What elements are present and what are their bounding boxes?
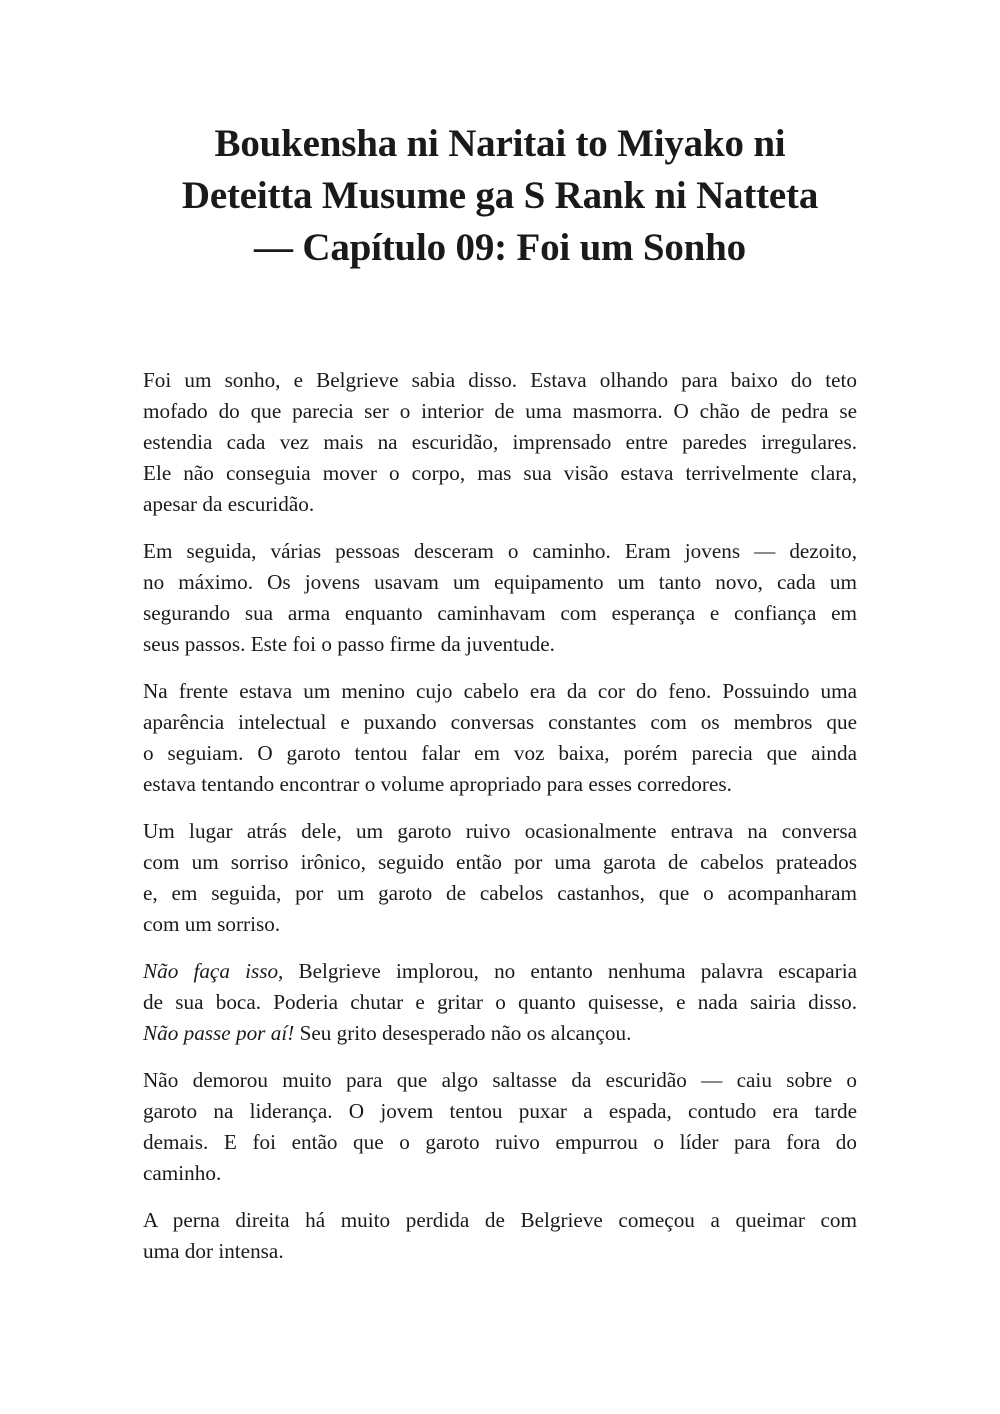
text-line: caminho.	[143, 1161, 222, 1185]
paragraph	[143, 536, 857, 660]
chapter-title	[120, 118, 880, 274]
text-line: o seguiam. O garoto tentou falar em voz baixa, porém parecia que ainda	[143, 741, 857, 765]
italic-thought: Não faça isso	[143, 959, 279, 983]
title-line: Deteitta Musume ga S Rank ni Natteta	[181, 174, 819, 217]
text-line: Em seguida, várias pessoas desceram o caminho. Eram jovens — dezoito,	[143, 539, 857, 563]
paragraph	[143, 1205, 857, 1267]
paragraph	[143, 1065, 857, 1189]
paragraph	[143, 676, 857, 800]
text-line: Na frente estava um menino cujo cabelo era da cor do feno. Possuindo uma	[143, 679, 857, 703]
text-line: demais. E foi então que o garoto ruivo empurrou o líder para fora do	[143, 1130, 857, 1154]
text-line: apesar da escuridão.	[143, 492, 315, 516]
title-line: Boukensha ni Naritai to Miyako ni	[214, 122, 786, 165]
text-line: com um sorriso.	[143, 912, 281, 936]
text-line: uma dor intensa.	[143, 1239, 284, 1263]
text-line: estendia cada vez mais na escuridão, imprensado entre paredes irregulares.	[143, 430, 857, 454]
chapter-body	[143, 365, 857, 1283]
text-line: seus passos. Este foi o passo firme da juventude.	[143, 632, 555, 656]
title-line: — Capítulo 09: Foi um Sonho	[254, 226, 746, 269]
text-line: mofado do que parecia ser o interior de uma masmorra. O chão de pedra se	[143, 399, 857, 423]
text-run: , Belgrieve implorou, no entanto nenhuma palavra escaparia	[278, 959, 857, 983]
italic-thought: Não passe por aí!	[143, 1021, 295, 1045]
text-line: aparência intelectual e puxando conversas constantes com os membros que	[143, 710, 857, 734]
paragraph	[143, 956, 857, 1049]
text-line: estava tentando encontrar o volume apropriado para esses corredores.	[143, 772, 732, 796]
paragraph	[143, 365, 857, 520]
text-line	[143, 1018, 857, 1049]
text-line	[143, 956, 857, 987]
text-line: A perna direita há muito perdida de Belgrieve começou a queimar com	[143, 1208, 857, 1232]
text-line: de sua boca. Poderia chutar e gritar o quanto quisesse, e nada sairia disso.	[143, 990, 857, 1014]
text-line: Ele não conseguia mover o corpo, mas sua visão estava terrivelmente clara,	[143, 461, 857, 485]
text-run: Seu grito desesperado não os alcançou.	[294, 1021, 632, 1045]
text-line: e, em seguida, por um garoto de cabelos castanhos, que o acompanharam	[143, 881, 857, 905]
text-line: com um sorriso irônico, seguido então por uma garota de cabelos prateados	[143, 850, 857, 874]
paragraph	[143, 816, 857, 940]
text-line: garoto na liderança. O jovem tentou puxar a espada, contudo era tarde	[143, 1099, 857, 1123]
text-line: no máximo. Os jovens usavam um equipamento um tanto novo, cada um	[143, 570, 857, 594]
text-line: segurando sua arma enquanto caminhavam com esperança e confiança em	[143, 601, 857, 625]
text-line: Foi um sonho, e Belgrieve sabia disso. Estava olhando para baixo do teto	[143, 368, 857, 392]
text-line: Um lugar atrás dele, um garoto ruivo ocasionalmente entrava na conversa	[143, 819, 857, 843]
text-line: Não demorou muito para que algo saltasse da escuridão — caiu sobre o	[143, 1068, 857, 1092]
